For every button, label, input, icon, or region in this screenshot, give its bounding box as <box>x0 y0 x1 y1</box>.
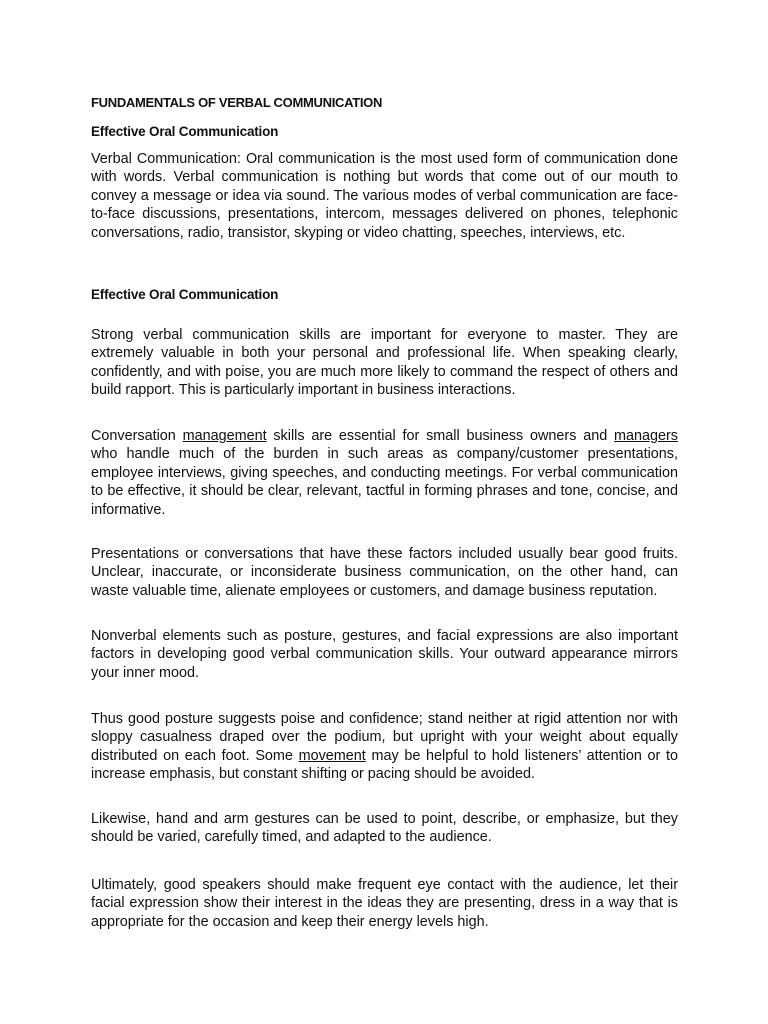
managers-link[interactable]: managers <box>614 428 678 444</box>
paragraph-posture <box>91 710 678 784</box>
movement-link[interactable]: movement <box>298 747 366 764</box>
paragraph-gestures: Likewise, hand and arm gestures can be used to point, describe, or emphasize, but they should be varied, carefully timed, and adapted to the audience. <box>91 811 678 846</box>
paragraph-strong-skills: Strong verbal communication skills are important for everyone to master. They are extremely valuable in both your personal and professional life. When speaking clearly, confidently, and with poise, you are much more likely to command the respect of others and build rapport. This is particularly important in business interactions. <box>91 327 678 399</box>
section-heading: Effective Oral Communication <box>91 124 279 139</box>
document-title: FUNDAMENTALS OF VERBAL COMMUNICATION <box>91 95 383 110</box>
text-run: skills are essential for small business owners and <box>266 428 614 444</box>
text-run: who handle much of the burden in such areas as company/customer presentations, employee interviews, giving speeches, and conducting meetings. For verbal communication to be effective, it should be clear, relevant, tactful in forming phrases and tone, concise, and informative. <box>91 446 678 518</box>
paragraph-conversation-management <box>91 427 678 519</box>
management-link[interactable]: management <box>182 428 267 444</box>
paragraph-eye-contact: Ultimately, good speakers should make frequent eye contact with the audience, let their facial expression show their interest in the ideas they are presenting, dress in a way that is appropriate for the occasion and keep their energy levels high. <box>91 877 678 930</box>
section-heading: Effective Oral Communication <box>91 287 279 302</box>
text-run: Conversation <box>91 428 183 444</box>
paragraph-verbal-communication: Verbal Communication: Oral communication is the most used form of communication done with words. Verbal communication is nothing but words that come out of our mouth to convey a message or idea via sound. The various modes of verbal communication are face-to-face discussions, presentations, intercom, messages delivered on phones, telephonic conversations, radio, transistor, skyping or video chatting, speeches, interviews, etc. <box>91 151 678 241</box>
text-run: Thus good posture suggests poise and confidence; stand neither at rigid attention nor with sloppy casualness draped over the podium, but upright with your weight about equally distributed on each foot. Some <box>91 711 678 764</box>
paragraph-presentations: Presentations or conversations that have these factors included usually bear good fruits. Unclear, inaccurate, or inconsiderate business communication, on the other hand, can waste valuable time, alienate employees or customers, and damage business reputation. <box>91 546 678 599</box>
text-run: may be helpful to hold listeners’ attention or to increase emphasis, but constant shifting or pacing should be avoided. <box>91 747 678 783</box>
paragraph-nonverbal: Nonverbal elements such as posture, gestures, and facial expressions are also important factors in developing good verbal communication skills. Your outward appearance mirrors your inner mood. <box>91 628 678 681</box>
